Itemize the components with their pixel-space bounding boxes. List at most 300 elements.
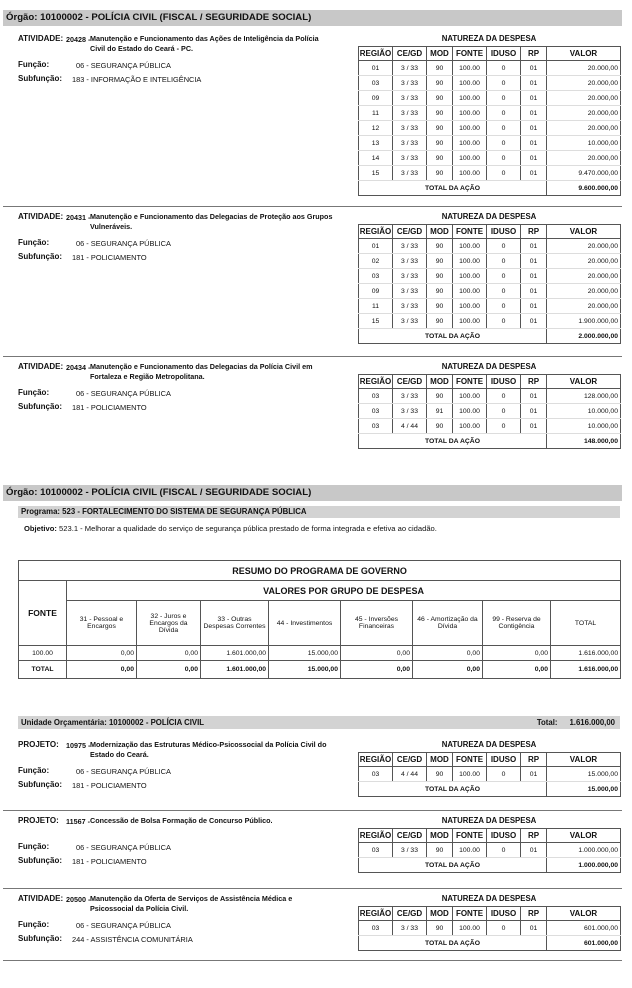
table-cell: 90 — [427, 239, 453, 254]
table-row — [359, 843, 621, 858]
resumo-subtitle-row — [19, 581, 621, 601]
resumo-cell: 15.000,00 — [269, 646, 341, 661]
table-cell: 0 — [487, 91, 521, 106]
action-kind-label: ATIVIDADE: — [18, 362, 64, 371]
action-description: Modernização das Estruturas Médico-Psicossocial da Polícia Civil do Estado do Ceará. — [90, 740, 327, 759]
column-header: CE/GD — [393, 225, 427, 239]
resumo-cell: 0,00 — [483, 646, 551, 661]
table-cell: 4 / 44 — [393, 419, 427, 434]
action-code: 20431 - — [66, 213, 91, 222]
resumo-cell: 0,00 — [137, 646, 201, 661]
total-acao-label: TOTAL DA AÇÃO — [359, 782, 547, 797]
table-cell: 9.470.000,00 — [547, 166, 621, 181]
column-header: CE/GD — [393, 907, 427, 921]
resumo-column-header: 44 - Investimentos — [269, 601, 341, 646]
column-header: VALOR — [547, 375, 621, 389]
table-cell: 01 — [521, 921, 547, 936]
table-cell: 3 / 33 — [393, 91, 427, 106]
column-header: IDUSO — [487, 829, 521, 843]
table-cell: 02 — [359, 254, 393, 269]
subfuncao-label: Subfunção: — [18, 402, 62, 411]
action-kind-label: PROJETO: — [18, 816, 59, 825]
column-header: FONTE — [453, 829, 487, 843]
unidade-orcamentaria-header — [18, 716, 620, 729]
total-row — [359, 936, 621, 951]
natureza-title: NATUREZA DA DESPESA — [441, 816, 537, 825]
table-cell: 90 — [427, 76, 453, 91]
subfuncao-value: 181 - POLICIAMENTO — [72, 857, 147, 866]
table-cell: 90 — [427, 166, 453, 181]
funcao-label: Função: — [18, 60, 50, 69]
table-cell: 03 — [359, 76, 393, 91]
resumo-programa-table — [18, 560, 621, 679]
table-cell: 100.00 — [453, 61, 487, 76]
resumo-total-cell: 1.616.000,00 — [551, 661, 621, 679]
column-header: REGIÃO — [359, 907, 393, 921]
table-cell: 01 — [521, 389, 547, 404]
unidade-total-label: Total: — [536, 718, 558, 727]
table-header-row — [359, 829, 621, 843]
table-row — [359, 151, 621, 166]
divider — [3, 206, 622, 207]
table-cell: 15 — [359, 166, 393, 181]
table-cell: 03 — [359, 389, 393, 404]
funcao-label: Função: — [18, 388, 50, 397]
table-cell: 90 — [427, 284, 453, 299]
table-cell: 01 — [359, 239, 393, 254]
table-cell: 14 — [359, 151, 393, 166]
table-cell: 01 — [521, 136, 547, 151]
natureza-despesa-panel — [358, 814, 620, 873]
column-header: VALOR — [547, 225, 621, 239]
table-cell: 100.00 — [453, 404, 487, 419]
column-header: MOD — [427, 829, 453, 843]
total-row — [359, 181, 621, 196]
table-cell: 100.00 — [453, 843, 487, 858]
total-acao-value: 1.000.000,00 — [547, 858, 621, 873]
resumo-column-header: 33 - Outras Despesas Correntes — [201, 601, 269, 646]
funcao-label: Função: — [18, 920, 50, 929]
table-cell: 20.000,00 — [547, 239, 621, 254]
table-cell: 01 — [521, 254, 547, 269]
table-row — [359, 76, 621, 91]
funcao-label: Função: — [18, 842, 50, 851]
resumo-cell: 0,00 — [413, 646, 483, 661]
table-cell: 0 — [487, 389, 521, 404]
total-row — [359, 858, 621, 873]
table-row — [359, 91, 621, 106]
column-header: REGIÃO — [359, 753, 393, 767]
total-row — [359, 329, 621, 344]
unidade-title: Unidade Orçamentária: 10100002 - POLÍCIA CIVIL — [21, 718, 205, 727]
table-cell: 0 — [487, 767, 521, 782]
table-row — [359, 767, 621, 782]
total-row — [359, 782, 621, 797]
table-row — [359, 239, 621, 254]
table-cell: 01 — [521, 61, 547, 76]
column-header: MOD — [427, 753, 453, 767]
column-header: RP — [521, 47, 547, 61]
action-kind-label: ATIVIDADE: — [18, 34, 64, 43]
subfuncao-value: 181 - POLICIAMENTO — [72, 403, 147, 412]
table-cell: 1.900.000,00 — [547, 314, 621, 329]
table-cell: 100.00 — [453, 284, 487, 299]
subfuncao-label: Subfunção: — [18, 780, 62, 789]
table-cell: 01 — [359, 61, 393, 76]
table-cell: 03 — [359, 269, 393, 284]
column-header: RP — [521, 829, 547, 843]
resumo-columns-row — [19, 601, 621, 646]
table-cell: 3 / 33 — [393, 269, 427, 284]
table-cell: 100.00 — [453, 389, 487, 404]
table-cell: 90 — [427, 419, 453, 434]
table-cell: 100.00 — [453, 269, 487, 284]
divider — [3, 810, 622, 811]
total-acao-value: 9.600.000,00 — [547, 181, 621, 196]
resumo-column-header: 31 - Pessoal e Encargos — [67, 601, 137, 646]
funcao-label: Função: — [18, 238, 50, 247]
table-cell: 01 — [521, 106, 547, 121]
table-cell: 20.000,00 — [547, 91, 621, 106]
column-header: IDUSO — [487, 907, 521, 921]
table-cell: 100.00 — [453, 121, 487, 136]
total-acao-label: TOTAL DA AÇÃO — [359, 936, 547, 951]
resumo-total-label: TOTAL — [19, 661, 67, 679]
table-row — [359, 284, 621, 299]
table-cell: 20.000,00 — [547, 151, 621, 166]
table-cell: 90 — [427, 299, 453, 314]
table-cell: 3 / 33 — [393, 314, 427, 329]
table-row — [359, 166, 621, 181]
resumo-total-cell: 0,00 — [67, 661, 137, 679]
table-cell: 1.000.000,00 — [547, 843, 621, 858]
table-cell: 01 — [521, 166, 547, 181]
funcao-value: 06 - SEGURANÇA PÚBLICA — [76, 843, 171, 852]
table-cell: 01 — [521, 767, 547, 782]
table-cell: 01 — [521, 269, 547, 284]
natureza-table — [358, 46, 621, 196]
table-cell: 90 — [427, 921, 453, 936]
natureza-title: NATUREZA DA DESPESA — [441, 212, 537, 221]
column-header: VALOR — [547, 753, 621, 767]
table-cell: 128.000,00 — [547, 389, 621, 404]
table-cell: 15 — [359, 314, 393, 329]
total-acao-value: 2.000.000,00 — [547, 329, 621, 344]
action-description: Manutenção da Oferta de Serviços de Assistência Médica e Psicossocial da Polícia Civil. — [90, 894, 293, 913]
table-row — [359, 121, 621, 136]
divider — [3, 960, 622, 961]
action-description: Manutenção e Funcionamento das Ações de Inteligência da Polícia Civil do Estado do Ceará - PC. — [90, 34, 319, 53]
action-description: Manutenção e Funcionamento das Delegacias de Proteção aos Grupos Vulneráveis. — [90, 212, 333, 231]
column-header: VALOR — [547, 47, 621, 61]
column-header: IDUSO — [487, 753, 521, 767]
table-header-row — [359, 47, 621, 61]
subfuncao-value: 244 - ASSISTÊNCIA COMUNITÁRIA — [72, 935, 193, 944]
subfuncao-label: Subfunção: — [18, 934, 62, 943]
column-header: MOD — [427, 47, 453, 61]
natureza-despesa-panel — [358, 32, 620, 196]
natureza-despesa-panel — [358, 892, 620, 951]
table-cell: 100.00 — [453, 76, 487, 91]
table-cell: 20.000,00 — [547, 254, 621, 269]
column-header: VALOR — [547, 829, 621, 843]
table-cell: 09 — [359, 284, 393, 299]
table-cell: 90 — [427, 106, 453, 121]
table-cell: 20.000,00 — [547, 76, 621, 91]
resumo-fonte: 100.00 — [19, 646, 67, 661]
table-cell: 90 — [427, 269, 453, 284]
table-cell: 03 — [359, 419, 393, 434]
total-acao-label: TOTAL DA AÇÃO — [359, 858, 547, 873]
column-header: MOD — [427, 225, 453, 239]
action-description: Concessão de Bolsa Formação de Concurso Público. — [90, 816, 273, 825]
column-header: CE/GD — [393, 375, 427, 389]
table-cell: 100.00 — [453, 254, 487, 269]
column-header: RP — [521, 753, 547, 767]
column-header: FONTE — [453, 907, 487, 921]
table-cell: 20.000,00 — [547, 299, 621, 314]
resumo-cell: 1.601.000,00 — [201, 646, 269, 661]
natureza-title: NATUREZA DA DESPESA — [441, 362, 537, 371]
table-cell: 01 — [521, 314, 547, 329]
table-row — [359, 404, 621, 419]
resumo-column-header: 32 - Juros e Encargos da Dívida — [137, 601, 201, 646]
objetivo-label: Objetivo: — [24, 524, 57, 533]
table-cell: 03 — [359, 767, 393, 782]
table-cell: 0 — [487, 136, 521, 151]
table-cell: 100.00 — [453, 136, 487, 151]
natureza-table — [358, 906, 621, 951]
resumo-cell: 0,00 — [341, 646, 413, 661]
resumo-column-header: 99 - Reserva de Contigência — [483, 601, 551, 646]
natureza-table — [358, 224, 621, 344]
table-cell: 10.000,00 — [547, 419, 621, 434]
table-cell: 90 — [427, 151, 453, 166]
column-header: REGIÃO — [359, 47, 393, 61]
resumo-cell: 0,00 — [67, 646, 137, 661]
action-code: 20500 - — [66, 895, 91, 904]
table-cell: 3 / 33 — [393, 151, 427, 166]
table-header-row — [359, 907, 621, 921]
table-cell: 3 / 33 — [393, 136, 427, 151]
resumo-subtitle: VALORES POR GRUPO DE DESPESA — [67, 581, 621, 601]
total-row — [359, 434, 621, 449]
resumo-data-row — [19, 646, 621, 661]
table-cell: 03 — [359, 921, 393, 936]
resumo-cell: 1.616.000,00 — [551, 646, 621, 661]
table-cell: 0 — [487, 61, 521, 76]
resumo-title-row — [19, 561, 621, 581]
table-cell: 3 / 33 — [393, 166, 427, 181]
table-cell: 100.00 — [453, 166, 487, 181]
table-cell: 12 — [359, 121, 393, 136]
table-row — [359, 921, 621, 936]
table-cell: 01 — [521, 299, 547, 314]
action-kind-label: PROJETO: — [18, 740, 59, 749]
table-header-row — [359, 753, 621, 767]
table-cell: 01 — [521, 419, 547, 434]
table-cell: 3 / 33 — [393, 284, 427, 299]
table-cell: 0 — [487, 284, 521, 299]
column-header: FONTE — [453, 47, 487, 61]
column-header: IDUSO — [487, 375, 521, 389]
table-cell: 100.00 — [453, 419, 487, 434]
action-code: 10975 - — [66, 741, 91, 750]
table-cell: 3 / 33 — [393, 61, 427, 76]
resumo-column-header: 46 - Amortização da Dívida — [413, 601, 483, 646]
table-cell: 15.000,00 — [547, 767, 621, 782]
funcao-label: Função: — [18, 766, 50, 775]
table-cell: 90 — [427, 314, 453, 329]
table-cell: 11 — [359, 106, 393, 121]
column-header: CE/GD — [393, 753, 427, 767]
table-cell: 3 / 33 — [393, 389, 427, 404]
table-cell: 01 — [521, 121, 547, 136]
orgao-header: Órgão: 10100002 - POLÍCIA CIVIL (FISCAL / SEGURIDADE SOCIAL) — [3, 10, 622, 26]
resumo-total-cell: 1.601.000,00 — [201, 661, 269, 679]
objetivo-text: 523.1 - Melhorar a qualidade do serviço de segurança pública prestado de forma integrada e efetiva ao cidadão. — [59, 524, 437, 533]
column-header: IDUSO — [487, 47, 521, 61]
table-cell: 90 — [427, 843, 453, 858]
resumo-total-cell: 0,00 — [483, 661, 551, 679]
divider — [3, 356, 622, 357]
table-cell: 01 — [521, 284, 547, 299]
subfuncao-value: 181 - POLICIAMENTO — [72, 253, 147, 262]
table-cell: 3 / 33 — [393, 254, 427, 269]
table-cell: 01 — [521, 843, 547, 858]
table-cell: 0 — [487, 269, 521, 284]
table-cell: 01 — [521, 76, 547, 91]
total-acao-value: 15.000,00 — [547, 782, 621, 797]
table-cell: 90 — [427, 389, 453, 404]
table-cell: 10.000,00 — [547, 136, 621, 151]
column-header: CE/GD — [393, 829, 427, 843]
table-row — [359, 269, 621, 284]
table-cell: 100.00 — [453, 91, 487, 106]
table-row — [359, 136, 621, 151]
table-row — [359, 254, 621, 269]
table-cell: 03 — [359, 843, 393, 858]
table-cell: 0 — [487, 404, 521, 419]
table-cell: 100.00 — [453, 106, 487, 121]
total-acao-label: TOTAL DA AÇÃO — [359, 181, 547, 196]
action-code: 11567 - — [66, 817, 90, 826]
column-header: MOD — [427, 375, 453, 389]
table-cell: 0 — [487, 843, 521, 858]
table-cell: 0 — [487, 121, 521, 136]
funcao-value: 06 - SEGURANÇA PÚBLICA — [76, 239, 171, 248]
table-cell: 3 / 33 — [393, 121, 427, 136]
column-header: RP — [521, 907, 547, 921]
table-header-row — [359, 225, 621, 239]
natureza-despesa-panel — [358, 738, 620, 797]
table-cell: 90 — [427, 136, 453, 151]
table-cell: 91 — [427, 404, 453, 419]
natureza-title: NATUREZA DA DESPESA — [441, 740, 537, 749]
column-header: MOD — [427, 907, 453, 921]
table-cell: 0 — [487, 419, 521, 434]
table-cell: 20.000,00 — [547, 121, 621, 136]
subfuncao-label: Subfunção: — [18, 74, 62, 83]
table-row — [359, 299, 621, 314]
table-cell: 90 — [427, 61, 453, 76]
subfuncao-label: Subfunção: — [18, 856, 62, 865]
table-cell: 100.00 — [453, 921, 487, 936]
natureza-despesa-panel — [358, 360, 620, 449]
natureza-table — [358, 374, 621, 449]
table-cell: 3 / 33 — [393, 106, 427, 121]
natureza-despesa-panel — [358, 210, 620, 344]
subfuncao-value: 183 - INFORMAÇÃO E INTELIGÊNCIA — [72, 75, 202, 84]
table-cell: 3 / 33 — [393, 299, 427, 314]
table-cell: 20.000,00 — [547, 284, 621, 299]
unidade-total-value: 1.616.000,00 — [569, 718, 615, 727]
table-cell: 3 / 33 — [393, 843, 427, 858]
table-cell: 0 — [487, 314, 521, 329]
table-row — [359, 61, 621, 76]
table-header-row — [359, 375, 621, 389]
resumo-total-cell: 0,00 — [137, 661, 201, 679]
table-cell: 0 — [487, 299, 521, 314]
column-header: CE/GD — [393, 47, 427, 61]
resumo-total-cell: 15.000,00 — [269, 661, 341, 679]
table-cell: 01 — [521, 91, 547, 106]
natureza-title: NATUREZA DA DESPESA — [441, 894, 537, 903]
table-cell: 90 — [427, 767, 453, 782]
fonte-header: FONTE — [19, 581, 67, 646]
programa-header: Programa: 523 - FORTALECIMENTO DO SISTEMA DE SEGURANÇA PÚBLICA — [18, 506, 620, 518]
table-cell: 0 — [487, 151, 521, 166]
table-cell: 601.000,00 — [547, 921, 621, 936]
action-kind-label: ATIVIDADE: — [18, 894, 64, 903]
column-header: REGIÃO — [359, 375, 393, 389]
action-code: 20428 - — [66, 35, 91, 44]
total-acao-label: TOTAL DA AÇÃO — [359, 329, 547, 344]
unidade-total — [525, 716, 615, 729]
total-acao-label: TOTAL DA AÇÃO — [359, 434, 547, 449]
action-description: Manutenção e Funcionamento das Delegacias da Polícia Civil em Fortaleza e Região Metropolitana. — [90, 362, 313, 381]
table-cell: 90 — [427, 254, 453, 269]
table-cell: 20.000,00 — [547, 269, 621, 284]
table-cell: 03 — [359, 404, 393, 419]
resumo-total-row — [19, 661, 621, 679]
table-cell: 100.00 — [453, 239, 487, 254]
table-cell: 3 / 33 — [393, 404, 427, 419]
natureza-title: NATUREZA DA DESPESA — [441, 34, 537, 43]
table-cell: 01 — [521, 239, 547, 254]
action-kind-label: ATIVIDADE: — [18, 212, 64, 221]
funcao-value: 06 - SEGURANÇA PÚBLICA — [76, 921, 171, 930]
column-header: FONTE — [453, 375, 487, 389]
natureza-table — [358, 752, 621, 797]
resumo-total-cell: 0,00 — [413, 661, 483, 679]
table-cell: 20.000,00 — [547, 106, 621, 121]
table-cell: 3 / 33 — [393, 921, 427, 936]
action-code: 20434 - — [66, 363, 91, 372]
table-cell: 01 — [521, 151, 547, 166]
table-cell: 10.000,00 — [547, 404, 621, 419]
table-cell: 100.00 — [453, 767, 487, 782]
column-header: RP — [521, 225, 547, 239]
table-cell: 0 — [487, 254, 521, 269]
table-row — [359, 419, 621, 434]
resumo-column-header: 45 - Inversões Financeiras — [341, 601, 413, 646]
column-header: RP — [521, 375, 547, 389]
natureza-table — [358, 828, 621, 873]
table-cell: 0 — [487, 166, 521, 181]
table-cell: 100.00 — [453, 151, 487, 166]
table-cell: 20.000,00 — [547, 61, 621, 76]
